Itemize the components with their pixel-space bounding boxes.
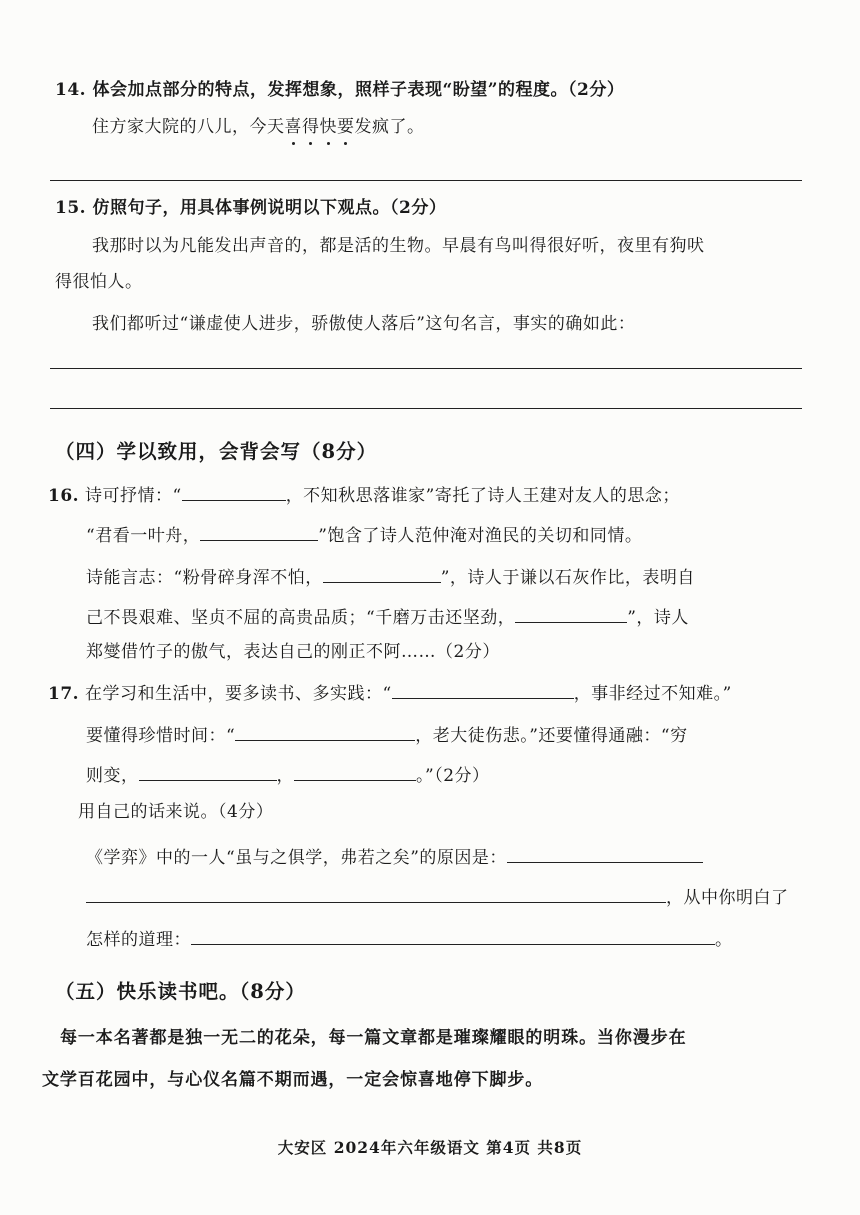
q16-blank-1[interactable]: [182, 482, 286, 501]
q16-d-pre: 己不畏艰难、坚贞不屈的高贵品质；“千磨万击还坚劲，: [86, 608, 516, 628]
q15-answer-line-2[interactable]: [50, 408, 802, 409]
q17-blank-1[interactable]: [392, 680, 574, 699]
page-footer: 大安区 2024年六年级语文 第4页 共8页: [277, 1138, 583, 1157]
section5-heading: （五）快乐读书吧。（8分）: [55, 980, 306, 1003]
q16-c-pre: 诗能言志：“粉骨碎身浑不怕，: [86, 568, 323, 588]
q16-b-post: ”饱含了诗人范仲淹对渔民的关切和同情。: [318, 526, 643, 546]
q17-line-2: [86, 722, 688, 748]
q16-blank-4[interactable]: [515, 604, 627, 623]
q14-dot-char-3: 快: [319, 117, 337, 137]
q15-para1-line2: 得很怕人。: [55, 272, 143, 292]
q18-b-post: ，从中你明白了: [666, 888, 789, 908]
q18-line-3: [86, 926, 733, 952]
q14-dot-char-4: 要: [337, 117, 355, 137]
q17-line-3: [86, 762, 490, 788]
q16-line-5: 郑燮借竹子的傲气，表达自己的刚正不阿……（2分）: [86, 642, 500, 662]
q14-example-post: 发疯了。: [354, 117, 425, 137]
q16-blank-3[interactable]: [323, 564, 441, 583]
q16-line-2: [86, 522, 642, 548]
q18-blank-3[interactable]: [191, 926, 715, 945]
q17-blank-2[interactable]: [235, 722, 415, 741]
q15-title: 15. 仿照句子，用具体事例说明以下观点。（2分）: [55, 198, 447, 218]
q16-line-3: [86, 564, 695, 590]
q14-dot-char-2: 得: [302, 117, 320, 137]
q16-b-pre: “君看一叶舟，: [86, 526, 201, 546]
q14-example: [92, 115, 425, 139]
q18-blank-1[interactable]: [507, 844, 703, 863]
q18-line-1: [86, 844, 703, 870]
q18-blank-2[interactable]: [86, 884, 666, 903]
q18-c-pre: 怎样的道理：: [86, 930, 191, 950]
q17-c-pre: 则变，: [86, 766, 139, 786]
q17-a-pre: 在学习和生活中，要多读书、多实践：“: [84, 684, 392, 704]
q14-dot-char-1: 喜: [284, 117, 302, 137]
q16-blank-2[interactable]: [200, 522, 318, 541]
q16-c-post: ”，诗人于谦以石灰作比，表明自: [440, 568, 695, 588]
q18-line-2: [86, 884, 789, 910]
q17-c-post: 。”（2分）: [416, 766, 490, 786]
q17-blank-4[interactable]: [294, 762, 416, 781]
q15-para1-line1: 我那时以为凡能发出声音的，都是活的生物。早晨有鸟叫得很好听，夜里有狗吠: [92, 236, 705, 256]
q18-a-pre: 《学弈》中的一人“虽与之俱学，弗若之矣”的原因是：: [86, 848, 507, 868]
q15-answer-line-1[interactable]: [50, 368, 802, 369]
section5-intro-line-2: 文学百花园中，与心仪名篇不期而遇，一定会惊喜地停下脚步。: [42, 1070, 544, 1090]
q15-para2: 我们都听过“谦虚使人进步，骄傲使人落后”这句名言，事实的确如此：: [92, 314, 636, 334]
q16-a-post: ，不知秋思落谁家”寄托了诗人王建对友人的思念；: [285, 486, 680, 506]
q14-title: 14. 体会加点部分的特点，发挥想象，照样子表现“盼望”的程度。（2分）: [55, 80, 625, 100]
q17-number: 17.: [48, 684, 80, 704]
q17-c-mid: ，: [276, 766, 294, 786]
q18-title-line: [48, 800, 273, 824]
section5-intro-line-1: 每一本名著都是独一无二的花朵，每一篇文章都是璀璨耀眼的明珠。当你漫步在: [60, 1028, 687, 1048]
q17-b-pre: 要懂得珍惜时间：“: [86, 726, 236, 746]
q16-d-post: ”，诗人: [627, 608, 689, 628]
q17-blank-3[interactable]: [139, 762, 277, 781]
q16-number: 16.: [48, 486, 80, 506]
q16-line-4: [86, 604, 689, 630]
q17-a-post: ，事非经过不知难。”: [573, 684, 732, 704]
q16-a-pre: 诗可抒情：“: [84, 486, 182, 506]
section4-heading: （四）学以致用，会背会写（8分）: [55, 440, 378, 463]
q18-title: 用自己的话来说。（4分）: [78, 802, 274, 822]
q17-b-post: ，老大徒伤悲。”还要懂得通融：“穷: [415, 726, 688, 746]
q17-line-1: [48, 680, 732, 706]
q16-line-1: [48, 482, 680, 508]
q18-c-post: 。: [715, 930, 733, 950]
q14-answer-line[interactable]: [50, 180, 802, 181]
q14-example-pre: 住方家大院的八儿，今天: [92, 117, 285, 137]
